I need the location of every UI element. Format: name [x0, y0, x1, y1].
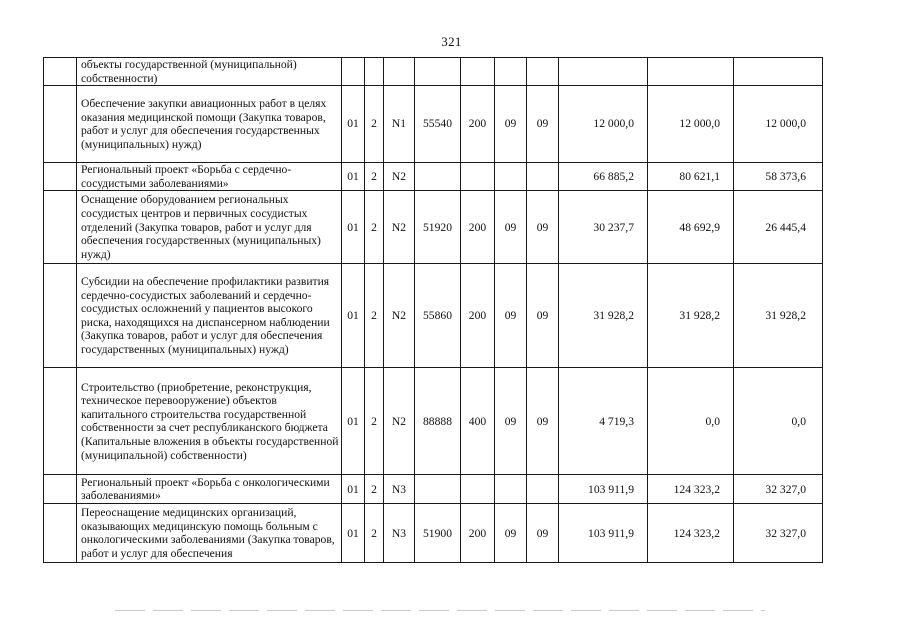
code-direction: 55540 — [415, 86, 461, 163]
row-name: Переоснащение медицинских организаций, оказывающих медицинскую помощь больным с онкологическими заболеваниями (Закупка товаров, работ и услуг для обеспечения — [77, 504, 342, 563]
table-row — [44, 163, 823, 191]
amount-year-3: 32 327,0 — [734, 504, 823, 563]
amount-year-3: 0,0 — [734, 368, 823, 475]
code-expense-type: 200 — [461, 191, 495, 264]
code-section: 09 — [495, 264, 527, 368]
code-subsection: 09 — [527, 368, 559, 475]
code-expense-type — [461, 475, 495, 504]
code-project: N2 — [384, 264, 415, 368]
code-direction: 51900 — [415, 504, 461, 563]
table-row — [44, 475, 823, 504]
code-subsection: 09 — [527, 86, 559, 163]
row-name: Региональный проект «Борьба с сердечно-сосудистыми заболеваниями» — [77, 163, 342, 191]
amount-year-3: 26 445,4 — [734, 191, 823, 264]
amount-year-2: 31 928,2 — [648, 264, 734, 368]
table-row — [44, 191, 823, 264]
row-name: объекты государственной (муниципальной) собственности) — [77, 58, 342, 86]
amount-year-3: 31 928,2 — [734, 264, 823, 368]
code-section — [495, 58, 527, 86]
blank-cell — [44, 163, 77, 191]
code-subsection: 09 — [527, 264, 559, 368]
amount-year-3: 58 373,6 — [734, 163, 823, 191]
amount-year-3 — [734, 58, 823, 86]
code-ministry: 01 — [342, 191, 365, 264]
code-project: N3 — [384, 475, 415, 504]
code-ministry: 01 — [342, 163, 365, 191]
table-row — [44, 504, 823, 563]
blank-cell — [44, 86, 77, 163]
row-name: Оснащение оборудованием региональных сосудистых центров и первичных сосудистых отделений (Закупка товаров, работ и услуг для обеспечения государственных (муниципальных) нужд) — [77, 191, 342, 264]
amount-year-2 — [648, 58, 734, 86]
code-section — [495, 163, 527, 191]
code-expense-type: 200 — [461, 504, 495, 563]
code-ministry: 01 — [342, 504, 365, 563]
blank-cell — [44, 191, 77, 264]
amount-year-2: 12 000,0 — [648, 86, 734, 163]
code-project: N1 — [384, 86, 415, 163]
amount-year-2: 124 323,2 — [648, 504, 734, 563]
code-subsection: 09 — [527, 191, 559, 264]
amount-year-3: 12 000,0 — [734, 86, 823, 163]
code-ministry — [342, 58, 365, 86]
code-expense-type: 200 — [461, 86, 495, 163]
amount-year-1: 30 237,7 — [559, 191, 648, 264]
table-row — [44, 86, 823, 163]
blank-cell — [44, 58, 77, 86]
amount-year-3: 32 327,0 — [734, 475, 823, 504]
blank-cell — [44, 264, 77, 368]
amount-year-1: 103 911,9 — [559, 504, 648, 563]
code-program: 2 — [365, 475, 384, 504]
code-direction: 88888 — [415, 368, 461, 475]
blank-cell — [44, 368, 77, 475]
amount-year-1 — [559, 58, 648, 86]
code-direction — [415, 475, 461, 504]
table-row — [44, 58, 823, 86]
code-expense-type — [461, 58, 495, 86]
row-name: Строительство (приобретение, реконструкция, техническое перевооружение) объектов капитального строительства государственной собственности за счет республиканского бюджета (Капитальные вложения в объекты государственной (муниципальной) собственности) — [77, 368, 342, 475]
amount-year-2: 0,0 — [648, 368, 734, 475]
budget-table — [43, 57, 823, 563]
amount-year-2: 124 323,2 — [648, 475, 734, 504]
amount-year-1: 4 719,3 — [559, 368, 648, 475]
amount-year-2: 80 621,1 — [648, 163, 734, 191]
code-direction — [415, 163, 461, 191]
amount-year-1: 66 885,2 — [559, 163, 648, 191]
code-expense-type: 200 — [461, 264, 495, 368]
code-program: 2 — [365, 86, 384, 163]
code-project: N3 — [384, 504, 415, 563]
amount-year-2: 48 692,9 — [648, 191, 734, 264]
code-program — [365, 58, 384, 86]
code-subsection — [527, 475, 559, 504]
code-project: N2 — [384, 191, 415, 264]
code-subsection — [527, 163, 559, 191]
amount-year-1: 103 911,9 — [559, 475, 648, 504]
code-project — [384, 58, 415, 86]
code-ministry: 01 — [342, 475, 365, 504]
row-name: Региональный проект «Борьба с онкологическими заболеваниями» — [77, 475, 342, 504]
scan-artifact-line — [115, 610, 765, 611]
code-program: 2 — [365, 264, 384, 368]
code-project: N2 — [384, 163, 415, 191]
code-project: N2 — [384, 368, 415, 475]
code-program: 2 — [365, 191, 384, 264]
code-expense-type — [461, 163, 495, 191]
amount-year-1: 31 928,2 — [559, 264, 648, 368]
code-subsection: 09 — [527, 504, 559, 563]
table-row — [44, 264, 823, 368]
code-section: 09 — [495, 368, 527, 475]
code-section: 09 — [495, 86, 527, 163]
code-direction — [415, 58, 461, 86]
amount-year-1: 12 000,0 — [559, 86, 648, 163]
code-expense-type: 400 — [461, 368, 495, 475]
code-program: 2 — [365, 368, 384, 475]
row-name: Обеспечение закупки авиационных работ в целях оказания медицинской помощи (Закупка товаров, работ и услуг для обеспечения государственных (муниципальных) нужд) — [77, 86, 342, 163]
code-direction: 51920 — [415, 191, 461, 264]
code-section — [495, 475, 527, 504]
table-body — [44, 58, 823, 563]
code-section: 09 — [495, 191, 527, 264]
code-ministry: 01 — [342, 368, 365, 475]
code-ministry: 01 — [342, 264, 365, 368]
blank-cell — [44, 475, 77, 504]
table-row — [44, 368, 823, 475]
code-ministry: 01 — [342, 86, 365, 163]
page-number: 321 — [441, 34, 462, 49]
code-direction: 55860 — [415, 264, 461, 368]
code-program: 2 — [365, 163, 384, 191]
blank-cell — [44, 504, 77, 563]
code-section: 09 — [495, 504, 527, 563]
code-program: 2 — [365, 504, 384, 563]
row-name: Субсидии на обеспечение профилактики развития сердечно-сосудистых заболеваний и сердечно-сосудистых осложнений у пациентов высокого риска, находящихся на диспансерном наблюдении (Закупка товаров, работ и услуг для обеспечения государственных (муниципальных) нужд) — [77, 264, 342, 368]
code-subsection — [527, 58, 559, 86]
